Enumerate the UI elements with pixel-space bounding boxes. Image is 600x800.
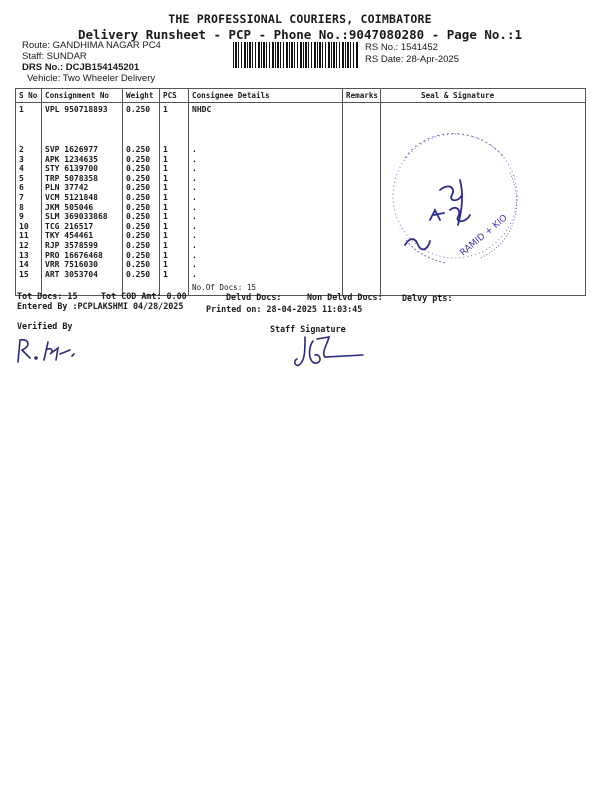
cell-remarks	[343, 103, 381, 146]
col-pcs: PCS	[160, 89, 189, 103]
cell-sno: 10	[16, 222, 42, 232]
cell-details: .	[189, 270, 343, 280]
col-consignment: Consignment No	[42, 89, 123, 103]
cell-weight: 0.250	[123, 251, 160, 261]
cell-pcs: 1	[160, 260, 189, 270]
cell-pcs: 1	[160, 183, 189, 193]
cell-remarks	[343, 260, 381, 270]
cell-consignment: VPL 950718893	[42, 103, 123, 146]
cell-pcs: 1	[160, 103, 189, 146]
delivery-points: Delvy pts:	[402, 293, 453, 303]
cell-remarks	[343, 270, 381, 280]
delivered-docs: Delvd Docs:	[226, 292, 282, 302]
col-consignee: Consignee Details	[189, 89, 343, 103]
cell-consignment: STY 6139700	[42, 164, 123, 174]
cell-weight: 0.250	[123, 103, 160, 146]
cell-weight: 0.250	[123, 145, 160, 155]
cell-pcs: 1	[160, 222, 189, 232]
cell-weight: 0.250	[123, 155, 160, 165]
cell-sno: 5	[16, 174, 42, 184]
staff-label: Staff: SUNDAR	[22, 51, 87, 62]
cell-remarks	[343, 193, 381, 203]
cell-consignment: JKM 505046	[42, 203, 123, 213]
cell-pcs: 1	[160, 270, 189, 280]
cell-remarks	[343, 164, 381, 174]
cell-pcs: 1	[160, 231, 189, 241]
cell-details: .	[189, 260, 343, 270]
cell-consignment: PLN 37742	[42, 183, 123, 193]
cell-pcs: 1	[160, 145, 189, 155]
cell-consignment: SLM 369033868	[42, 212, 123, 222]
cell-details: .	[189, 183, 343, 193]
col-weight: Weight	[123, 89, 160, 103]
cell-details: .	[189, 193, 343, 203]
barcode	[233, 42, 358, 68]
cell-weight: 0.250	[123, 222, 160, 232]
non-delivered-docs: Non Delvd Docs:	[307, 292, 383, 302]
cell-consignment: TKY 454461	[42, 231, 123, 241]
cell-remarks	[343, 222, 381, 232]
cell-remarks	[343, 251, 381, 261]
staff-signature-label: Staff Signature	[270, 324, 346, 334]
printed-on: Printed on: 28-04-2025 11:03:45	[206, 304, 363, 314]
cell-weight: 0.250	[123, 193, 160, 203]
staff-signature-icon	[291, 331, 371, 373]
cell-weight: 0.250	[123, 183, 160, 193]
cell-sno: 15	[16, 270, 42, 280]
cell-pcs: 1	[160, 193, 189, 203]
rs-number: RS No.: 1541452	[365, 42, 438, 53]
cell-remarks	[343, 203, 381, 213]
cell-sno: 7	[16, 193, 42, 203]
col-remarks: Remarks	[343, 89, 381, 103]
tot-docs: Tot Docs: 15	[17, 291, 78, 301]
cell-weight: 0.250	[123, 241, 160, 251]
cell-sno: 9	[16, 212, 42, 222]
cell-consignment: APK 1234635	[42, 155, 123, 165]
rs-date: RS Date: 28-Apr-2025	[365, 54, 459, 65]
cell-remarks	[343, 241, 381, 251]
seal-signature-icon	[400, 165, 490, 265]
cell-consignment: SVP 1626977	[42, 145, 123, 155]
table-header-row	[16, 89, 586, 103]
cell-weight: 0.250	[123, 212, 160, 222]
verifier-signature-icon	[14, 334, 84, 368]
cell-sno: 1	[16, 103, 42, 146]
cell-pcs: 1	[160, 203, 189, 213]
cell-remarks	[343, 155, 381, 165]
cell-weight: 0.250	[123, 164, 160, 174]
cell-sno: 8	[16, 203, 42, 213]
cell-details: .	[189, 155, 343, 165]
cell-weight: 0.250	[123, 270, 160, 280]
cell-remarks	[343, 145, 381, 155]
vehicle-label: Vehicle: Two Wheeler Delivery	[27, 73, 156, 84]
cell-consignment: ART 3053704	[42, 270, 123, 280]
cell-consignment: TRP 5078358	[42, 174, 123, 184]
cell-pcs: 1	[160, 212, 189, 222]
cell-pcs: 1	[160, 164, 189, 174]
cell-sno: 3	[16, 155, 42, 165]
cell-details: .	[189, 174, 343, 184]
stamp-text: RAMID + KIO	[458, 213, 510, 259]
col-seal: Seal & Signature	[381, 89, 586, 103]
cell-sno: 13	[16, 251, 42, 261]
cell-pcs: 1	[160, 155, 189, 165]
cell-details: NHDC	[189, 103, 343, 146]
cell-details: .	[189, 241, 343, 251]
cell-details: .	[189, 164, 343, 174]
cell-consignment: PRO 16676468	[42, 251, 123, 261]
company-title: THE PROFESSIONAL COURIERS, COIMBATORE	[168, 12, 432, 26]
cell-remarks	[343, 231, 381, 241]
cell-consignment: VRR 7516030	[42, 260, 123, 270]
cell-pcs: 1	[160, 251, 189, 261]
cell-sno: 4	[16, 164, 42, 174]
cell-details: .	[189, 212, 343, 222]
cell-details: .	[189, 145, 343, 155]
cell-details: .	[189, 231, 343, 241]
cell-weight: 0.250	[123, 174, 160, 184]
col-sno: S No	[16, 89, 42, 103]
cell-remarks	[343, 174, 381, 184]
cell-weight: 0.250	[123, 260, 160, 270]
cell-sno: 14	[16, 260, 42, 270]
route-label: Route: GANDHIMA NAGAR PC4	[22, 40, 161, 51]
entered-by: Entered By :PCPLAKSHMI 04/28/2025	[17, 301, 184, 311]
verified-by-label: Verified By	[17, 321, 73, 331]
cell-details: .	[189, 222, 343, 232]
cell-sno: 12	[16, 241, 42, 251]
cell-consignment: RJP 3578599	[42, 241, 123, 251]
tot-cod-amount: Tot COD Amt: 0.00	[101, 291, 187, 301]
cell-consignment: VCM 5121848	[42, 193, 123, 203]
cell-details: .	[189, 251, 343, 261]
cell-sno: 11	[16, 231, 42, 241]
no-of-docs: No.Of Docs: 15	[189, 279, 343, 296]
cell-sno: 6	[16, 183, 42, 193]
cell-pcs: 1	[160, 241, 189, 251]
cell-pcs: 1	[160, 174, 189, 184]
drs-number: DRS No.: DCJB154145201	[22, 62, 140, 73]
cell-weight: 0.250	[123, 231, 160, 241]
cell-remarks	[343, 212, 381, 222]
runsheet-subtitle: Delivery Runsheet - PCP - Phone No.:9047080280 - Page No.:1	[77, 27, 522, 42]
cell-sno: 2	[16, 145, 42, 155]
cell-weight: 0.250	[123, 203, 160, 213]
cell-consignment: TCG 216517	[42, 222, 123, 232]
cell-remarks	[343, 183, 381, 193]
cell-details: .	[189, 203, 343, 213]
